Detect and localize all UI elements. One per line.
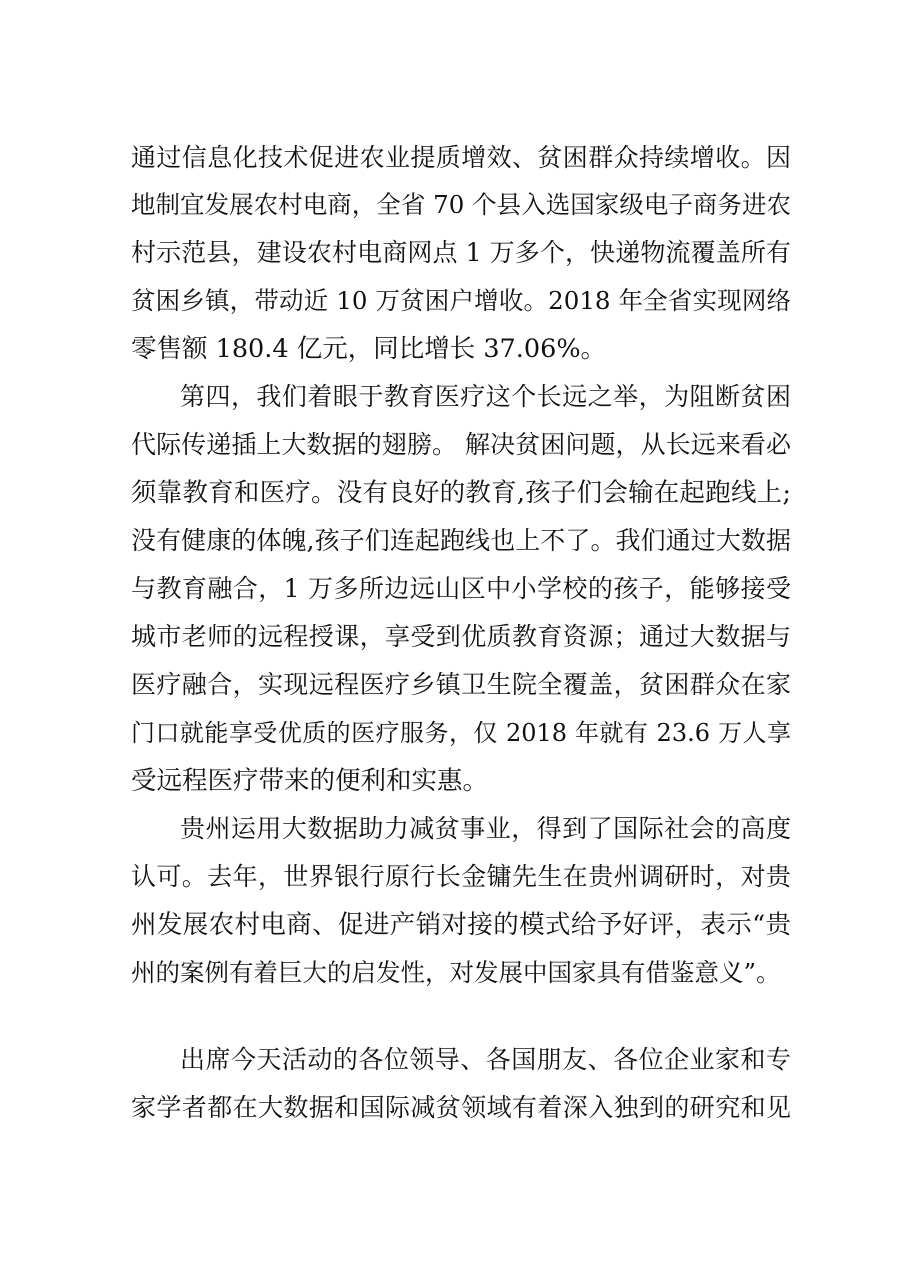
text-line: 村示范县，建设农村电商网点 1 万多个，快递物流覆盖所有 — [131, 238, 791, 267]
text-line: 须靠教育和医疗。没有良好的教育,孩子们会输在起跑线上; — [131, 478, 791, 508]
text-line: 与教育融合，1 万多所边远山区中小学校的孩子，能够接受 — [131, 574, 791, 603]
text-line: 代际传递插上大数据的翅膀。 解决贫困问题，从长远来看必 — [131, 430, 791, 459]
text-line: 医疗融合，实现远程医疗乡镇卫生院全覆盖，贫困群众在家 — [131, 670, 791, 699]
text-line: 零售额 180.4 亿元，同比增长 37.06%。 — [131, 334, 607, 364]
text-line: 地制宜发展农村电商，全省 70 个县入选国家级电子商务进农 — [131, 190, 791, 219]
text-line: 通过信息化技术促进农业提质增效、贫困群众持续增收。因 — [131, 143, 791, 172]
text-line: 贫困乡镇，带动近 10 万贫困户增收。2018 年全省实现网络 — [131, 286, 791, 315]
text-line: 贵州运用大数据助力减贫事业，得到了国际社会的高度 — [180, 814, 791, 843]
text-line: 城市老师的远程授课，享受到优质教育资源；通过大数据与 — [131, 622, 791, 651]
text-line: 出席今天活动的各位领导、各国朋友、各位企业家和专 — [180, 1045, 791, 1074]
text-line: 门口就能享受优质的医疗服务，仅 2018 年就有 23.6 万人享 — [131, 719, 791, 747]
text-line: 州的案例有着巨大的启发性，对发展中国家具有借鉴意义”。 — [131, 958, 781, 987]
text-line: 第四，我们着眼于教育医疗这个长远之举，为阻断贫困 — [180, 382, 791, 411]
text-line: 家学者都在大数据和国际减贫领域有着深入独到的研究和见 — [131, 1093, 791, 1122]
text-line: 认可。去年，世界银行原行长金镛先生在贵州调研时，对贵 — [131, 862, 791, 891]
text-line: 州发展农村电商、促进产销对接的模式给予好评，表示“贵 — [131, 910, 791, 940]
text-line: 没有健康的体魄,孩子们连起跑线也上不了。我们通过大数据 — [131, 526, 791, 555]
text-line: 受远程医疗带来的便利和实惠。 — [131, 766, 489, 796]
